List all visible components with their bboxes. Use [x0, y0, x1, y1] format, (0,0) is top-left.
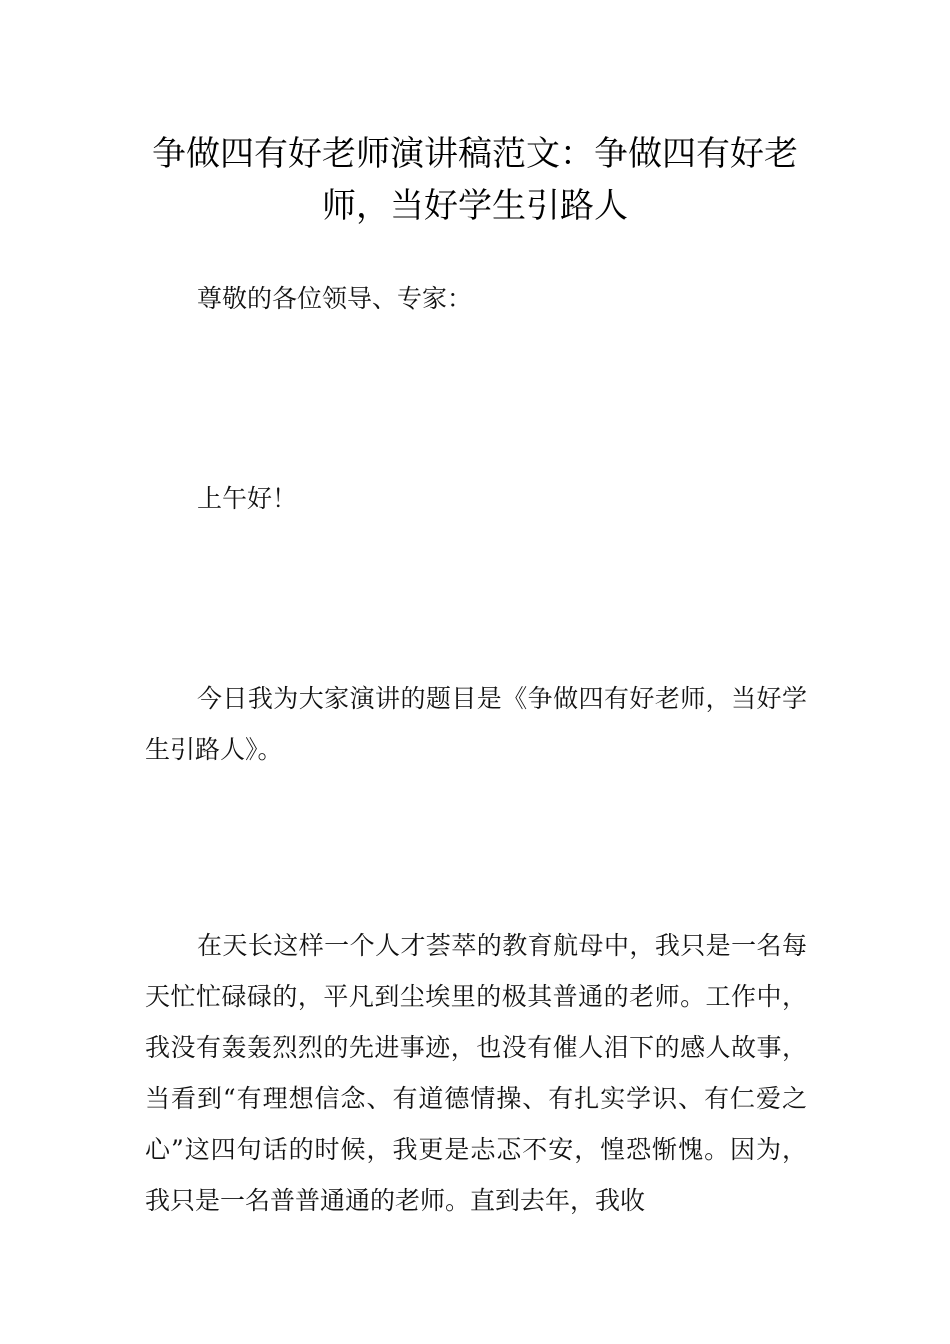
- paragraph-body: 在天长这样一个人才荟萃的教育航母中，我只是一名每天忙忙碌碌的，平凡到尘埃里的极其普通的老师。工作中，我没有轰轰烈烈的先进事迹，也没有催人泪下的感人故事，当看到“有理想信念、有道德情操、有扎实学识、有仁爱之心”这四句话的时候，我更是忐忑不安，惶恐惭愧。因为，我只是一名普普通通的老师。直到去年，我收: [145, 931, 807, 1215]
- paragraph-greeting: 尊敬的各位领导、专家：: [197, 284, 473, 313]
- paragraph-topic: 今日我为大家演讲的题目是《争做四有好老师，当好学生引路人》。: [145, 684, 807, 764]
- document-title: 争做四有好老师演讲稿范文：争做四有好老师，当好学生引路人: [152, 134, 798, 226]
- paragraph-hello: 上午好！: [197, 484, 298, 513]
